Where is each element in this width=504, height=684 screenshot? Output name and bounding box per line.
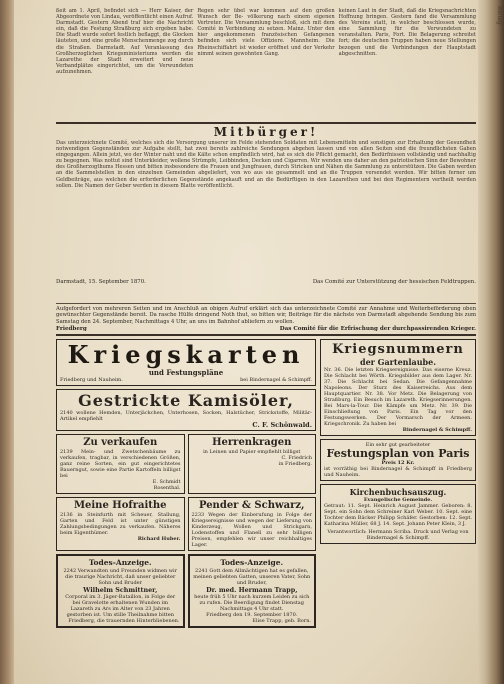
ad-kriegskarten-footer bbox=[60, 377, 312, 383]
ad-kriegskarten-right: bei Bindernagel & Schimpff. bbox=[240, 377, 312, 384]
ad-herrenkragen-title: Herrenkragen bbox=[212, 437, 292, 449]
ads-right-column bbox=[320, 339, 476, 679]
ad-kriegskarten bbox=[56, 339, 316, 386]
ad-kirchenbuch-title: Kirchenbuchsauszug. bbox=[349, 487, 447, 498]
ads-row-3 bbox=[56, 554, 316, 628]
appeal-body: Das unterzeichnete Comité, welches sich die Versorgung unserer im Felde stehenden Soldaten mit Lebensmitteln und sonstigen zur Erhaltung der Gesundheit notwendigen Gegenständen zur Aufgabe stellt, hat zwei bereits zahlreiche Sendungen abgehen lassen und von allen Seiten sind die freundlichsten Gaben eingegangen. Allein jetzt, wo der Winter naht und die Kälte schon empfindlich wird, hat es sich die Pflicht gemacht, den Bedürfnissen vollständig und nachhaltig zu begegnen. Was nottut sind Unterkleider, wollene Strümpfe, Leibbinden, Decken und Cigarren. Wir wenden uns daher an den patriotischen Sinn der Bewohner des Großherzogthums Hessen und bitten insbesondere die Frauen und Jungfrauen, durch Stricken und Nähen die Sammlung zu unterstützen. Die Gaben werden an die Sammelstellen in den einzelnen Gemeinden abgeliefert, von wo aus sie gesammelt und an die Truppen versendet werden. Wir bitten ferner um Geldbeiträge, aus welchen die erforderlichen Gegenstände angekauft und an die Bedürftigen in den Lazarethen und bei den Regimentern vertheilt werden sollen. Die Namen der Geber werden in diesem Blatte veröffentlicht. bbox=[56, 140, 476, 189]
death-notice-2-sign: Elise Trapp, geb. Born. bbox=[252, 618, 311, 625]
divider bbox=[56, 303, 476, 304]
ad-verkaufen-name: E. Schmidt bbox=[152, 479, 181, 486]
appeal-heading: Mitbürger! bbox=[213, 125, 319, 139]
ad-verkaufen-text: 2139 Mein- und Zwetschenbäume zu verkaufen, tragbar, in verschiedenen Größen, ganz reine Sorten, ein gut eingerichtetes Bauerngut, sowie eine Partie Kartoffeln billigst bei bbox=[60, 449, 181, 480]
ad-pender-title: Pender & Schwarz, bbox=[198, 500, 305, 512]
ad-kriegskarten-sub: und Festungspläne bbox=[148, 368, 224, 378]
death-notice-2-place-date: Friedberg den 19. September 1870. bbox=[206, 612, 298, 619]
appeal-signature: Das Comité zur Unterstützung der hessischen Feldtruppen. bbox=[312, 279, 476, 285]
ad-hofraithe-title: Meine Hofraithe bbox=[73, 500, 167, 512]
book-binding-left bbox=[0, 0, 14, 684]
news-column-3: keinen Laut in der Stadt, daß die Kriegsnachrichten Hoffnung bringen. Gestern fand die Versammlung des Vereins statt, in welcher beschlossen wurde, eine Sammlung für die Verwundeten zu veranstalten. Paris, Fort. Die Belagerung schreitet fort; die deutschen Truppen haben neue Stellungen bezogen und die Verbindungen der Hauptstadt abgeschnitten. bbox=[338, 8, 476, 57]
committee-place: Friedberg bbox=[56, 326, 87, 333]
death-notice-2-text: 2241 Gott dem Allmächtigen hat es gefallen, meinen geliebten Gatten, unseren Vater, Sohn und Bruder, bbox=[193, 568, 311, 587]
ad-kriegskarten-left: Friedberg und Nauheim. bbox=[60, 377, 123, 384]
ad-kamisoler-title: Gestrickte Kamisöler, bbox=[78, 391, 294, 411]
ad-kirchenbuch bbox=[320, 484, 476, 544]
news-column-1: ßeit am 1. April, befindet sich — Herr Kaiser, der Abgeordnete von Lindau, veröffentlicht einen Aufruf. Darmstadt. Gestern Abend traf hier die Nachricht ein, daß die Festung Straßburg sich ergeben habe. Die Stadt wurde sofort festlich beflaggt, die Glocken läuteten, und eine große Menschenmenge zog durch die Straßen. Darmstadt. Auf Veranlassung des Großherzoglichen Kriegsministeriums werden die Lazarethe der Stadt erweitert und neue Verbandplätze eingerichtet, um die Verwundeten aufzunehmen. bbox=[56, 8, 194, 75]
ad-herrenkragen-place: in Friedberg. bbox=[278, 461, 312, 468]
ad-herrenkragen-text: in Leinen und Papier empfiehlt billigst bbox=[203, 449, 301, 456]
ad-gartenlaube-firm: Bindernagel & Schimpff. bbox=[402, 427, 472, 434]
ad-gartenlaube-title: Kriegsnummern bbox=[332, 342, 464, 358]
page-content bbox=[56, 8, 476, 668]
ad-herrenkragen-firm: C. Friedrich bbox=[281, 455, 312, 462]
ad-kriegskarten-title: Kriegskarten bbox=[67, 340, 305, 370]
committee-signature: Das Comité für die Erfrischung der durchpassirenden Krieger. bbox=[279, 326, 476, 333]
ad-herrenkragen bbox=[188, 434, 317, 494]
ad-gartenlaube-sub: der Gartenlaube. bbox=[359, 357, 437, 368]
ads-row-1 bbox=[56, 434, 316, 494]
death-notice-1 bbox=[56, 554, 185, 628]
ad-paris-plan bbox=[320, 439, 476, 481]
ad-kirchenbuch-sub: Evangelische Gemeinde. bbox=[363, 497, 433, 504]
appeal-section bbox=[56, 125, 476, 301]
ad-paris-price: Preis 12 Kr. bbox=[381, 460, 415, 467]
ad-paris-text: ist vorräthig bei Bindernagel & Schimpff in Friedberg und Nauheim. bbox=[324, 466, 472, 479]
appeal-signature-row bbox=[56, 279, 476, 286]
ad-kirchenbuch-foot: Verantwortlich: Hermann Scriba. Druck und Verlag von Bindernagel & Schimpff. bbox=[327, 529, 469, 542]
section-divider bbox=[56, 122, 476, 124]
ad-pender-text: 2233 Wegen der Einberufung in Folge der Kriegsereignisse und wegen der Lieferung von Kinderzeug, Wollen und Strickgarn, Lodenstoffen und Flanell zu sehr billigen Preisen, empfehlen wir unser reichhaltiges Lager. bbox=[191, 512, 312, 549]
death-notice-2-title: Todes-Anzeige. bbox=[220, 558, 284, 568]
death-notice-1-name: Wilhelm Schmittner, bbox=[83, 586, 158, 595]
advertisements bbox=[56, 339, 476, 679]
section-divider bbox=[56, 334, 476, 336]
news-columns bbox=[56, 8, 476, 120]
ad-kirchenbuch-text: Getraut: 11. Sept. Heinrich August Jammer. Geboren: 8. Sept. ein Sohn dem Schreiner Karl Weber. 10. Sept. eine Tochter dem Bäcker Philipp Schäfer. Gestorben: 12. Sept. Katharina Müller, 68 J. 14. Sept. Johann Peter Klein, 3 J. bbox=[324, 503, 472, 528]
ads-left-column bbox=[56, 339, 316, 679]
edge-label: Beilag bbox=[496, 6, 503, 25]
death-notice-1-sign: Friedberg, die trauernden Hinterbliebenen. bbox=[68, 618, 180, 625]
death-notice-2-name: Dr. med. Hermann Trapp, bbox=[206, 586, 298, 595]
ad-hofraithe-name: Richard Huber. bbox=[137, 536, 181, 543]
ad-verkaufen bbox=[56, 434, 185, 494]
ad-hofraithe-text: 2136 in Steinfurth mit Scheuer, Stallung, Garten und Feld ist unter günstigen Zahlungsbedingungen zu verkaufen. Näheres beim Eigenthümer. bbox=[60, 512, 181, 537]
ad-pender bbox=[188, 497, 317, 551]
ad-verkaufen-place: Rosenthal. bbox=[153, 485, 181, 492]
ad-gartenlaube bbox=[320, 339, 476, 436]
ad-kamisoler-firm: C. F. Schönwald. bbox=[252, 421, 312, 430]
committee-signature-row bbox=[56, 326, 476, 332]
committee-note: Aufgefordert von mehreren Seiten und im Anschluß an obigen Aufruf erklärt sich das unterzeichnete Comité zur Annahme und Weiterbeförderung oben gewünschter Gegenstände bereit. Da rasche Hülfe dringend Noth thut, so bitten wir, Beiträge für die nächste von Darmstadt abgehende Sendung bis zum Samstag den 24. September, Nachmittags 4 Uhr, an uns im Bahnhof abliefern zu wollen. bbox=[56, 306, 476, 325]
death-notice-1-text: 2242 Verwandten und Freunden widmen wir die traurige Nachricht, daß unser geliebter Sohn und Bruder bbox=[63, 568, 178, 587]
ad-kamisoler-text: 2140 wollene Hemden, Unterjäckchen, Unterhosen, Socken, Halstücher, Strickstoffe, Militär-Artikel empfiehlt bbox=[60, 410, 312, 423]
ads-row-2 bbox=[56, 497, 316, 551]
ad-hofraithe bbox=[56, 497, 185, 551]
ad-kamisoler bbox=[56, 389, 316, 431]
appeal-place-date: Darmstadt, 15. September 1870. bbox=[56, 279, 146, 285]
death-notice-2 bbox=[188, 554, 317, 628]
ad-gartenlaube-text: Nr. 36. Die letzten Kriegsereignisse. Das eiserne Kreuz. Die Schlacht bei Wörth. Kriegsbilder aus dem Lager. Nr. 37. Die Schlacht bei Sedan. Die Gefangennahme Napoleons. Der Sturz des Kaiserreichs. Aus dem Hauptquartier. Nr. 38. Vor Metz. Die Belagerung von Straßburg. Ein Besuch im Lazareth. Kriegserinnerungen. Bei Mars-la-Tour. Die Kämpfe um Metz. Nr. 39. Die Einschließung von Paris. Ein Tag vor den Festungswerken. Der Vormarsch der Armeen. Kriegschronik. Zu haben bei bbox=[324, 367, 472, 428]
ad-verkaufen-title: Zu verkaufen bbox=[83, 437, 158, 449]
death-notice-1-title: Todes-Anzeige. bbox=[88, 558, 152, 568]
book-page-edges-right bbox=[478, 0, 504, 684]
death-notice-2-detail: heute früh 5 Uhr nach kurzem Leiden zu sich zu rufen. Die Beerdigung findet Dienstag Nachmittags 4 Uhr statt. bbox=[194, 594, 310, 613]
death-notice-1-detail: Corporal im 3. Jäger-Bataillon, in Folge der bei Gravelotte erhaltenen Wunden im Lazareth zu Ars im Alter von 23 Jahren gestorben ist. Um stille Theilnahme bitten bbox=[65, 594, 176, 619]
ad-paris-intro: Ein sehr gut gearbeiteter bbox=[365, 442, 431, 449]
news-column-2: Regen sehr übel war kommen auf den großen Wunsch der Be- völkerung nach einem eigenen Vertreter. Die Versammlung beschloß, sich mit dem Comité in Verbindung zu setzen. Mainz. Unter den hier angekommenen französischen Gefangenen befinden sich viele Offiziere. Mannheim. Die Rheinschiffahrt ist wieder eröffnet und der Verkehr nimmt seinen gewohnten Gang. bbox=[197, 8, 335, 57]
ad-paris-title: Festungsplan von Paris bbox=[326, 447, 470, 461]
